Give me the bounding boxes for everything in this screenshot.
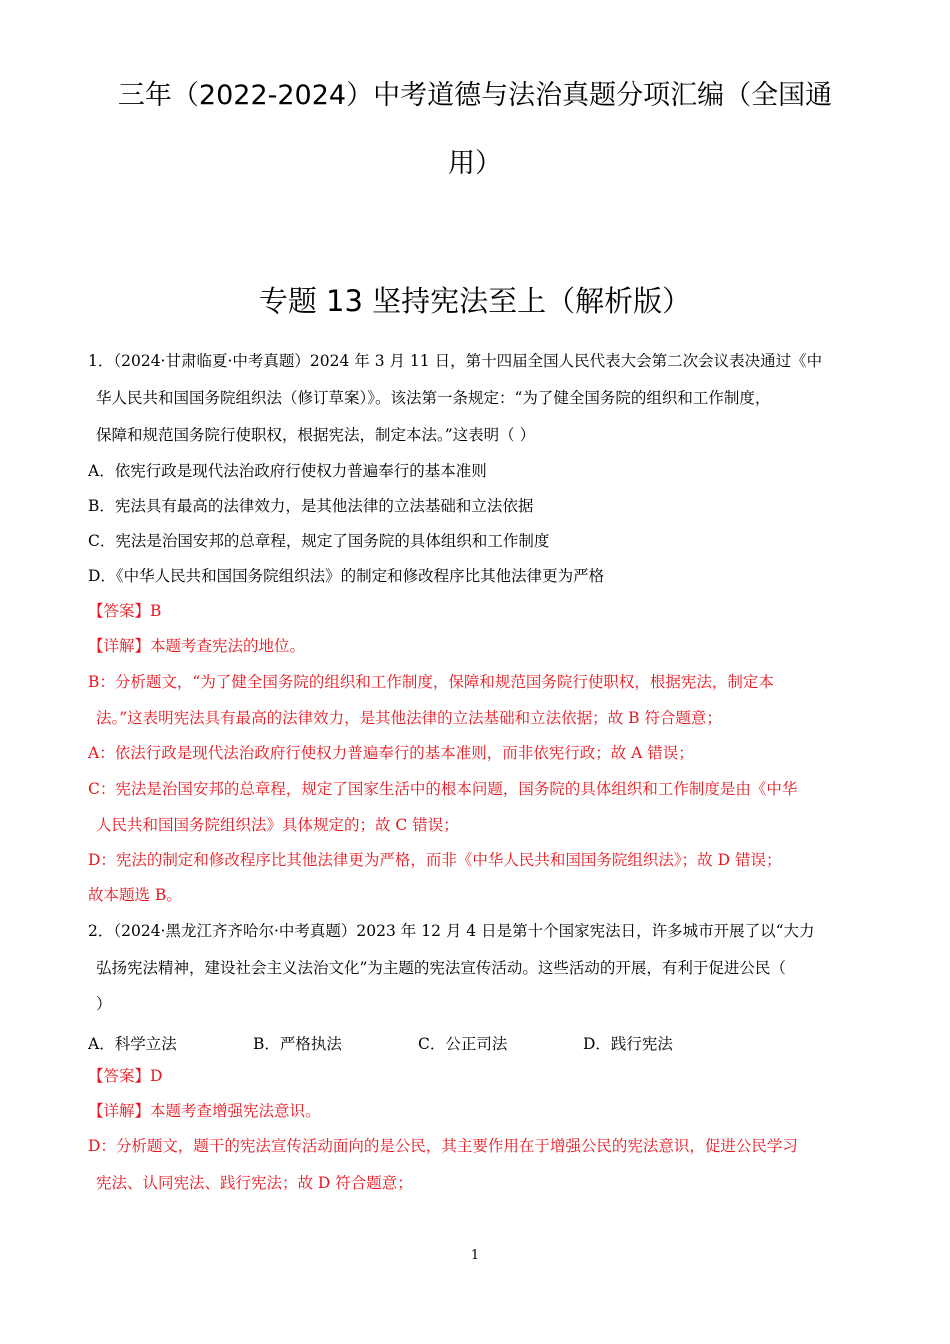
question-2-option-c: C．公正司法 bbox=[418, 1035, 508, 1053]
question-1-option-b: B．宪法具有最高的法律效力，是其他法律的立法基础和立法依据 bbox=[88, 497, 534, 515]
topic-title: 专题 13 坚持宪法至上（解析版） bbox=[258, 284, 692, 318]
question-1-option-d: D．《中华人民共和国国务院组织法》的制定和修改程序比其他法律更为严格 bbox=[88, 567, 605, 585]
question-2-option-a: A．科学立法 bbox=[88, 1035, 177, 1053]
question-2-stem-line-2: 弘扬宪法精神，建设社会主义法治文化”为主题的宪法宣传活动。这些活动的开展，有利于促进公民（ bbox=[96, 959, 786, 977]
question-2-explanation-d-line-1: D：分析题文，题干的宪法宣传活动面向的是公民，其主要作用在于增强公民的宪法意识，促进公民学习 bbox=[88, 1137, 798, 1155]
question-2-stem-line-3: ） bbox=[96, 995, 112, 1013]
question-2-explanation-d-line-2: 宪法、认同宪法、践行宪法；故 D 符合题意； bbox=[96, 1174, 413, 1192]
question-2-option-d: D．践行宪法 bbox=[583, 1035, 673, 1053]
question-1-option-a: A．依宪行政是现代法治政府行使权力普遍奉行的基本准则 bbox=[88, 462, 487, 480]
question-1-explanation-a: A：依法行政是现代法治政府行使权力普遍奉行的基本准则，而非依宪行政；故 A 错误； bbox=[88, 744, 694, 762]
question-1-explanation-c-line-1: C：宪法是治国安邦的总章程，规定了国家生活中的根本问题，国务院的具体组织和工作制度是由《中华 bbox=[88, 780, 798, 798]
question-2-detail: 【详解】本题考查增强宪法意识。 bbox=[88, 1102, 321, 1120]
document-title-line-1: 三年（2022-2024）中考道德与法治真题分项汇编（全国通 bbox=[117, 80, 833, 111]
page-number: 1 bbox=[470, 1248, 480, 1263]
question-1-stem-line-3: 保障和规范国务院行使职权，根据宪法，制定本法。”这表明（ ） bbox=[96, 426, 536, 444]
question-1-stem-line-2: 华人民共和国国务院组织法（修订草案）》。该法第一条规定：“为了健全国务院的组织和工作制度， bbox=[96, 389, 771, 407]
document-title-line-2: 用） bbox=[448, 148, 502, 179]
question-1-explanation-b-line-2: 法。”这表明宪法具有最高的法律效力，是其他法律的立法基础和立法依据；故 B 符合题意； bbox=[96, 709, 722, 727]
question-1-option-c: C．宪法是治国安邦的总章程，规定了国务院的具体组织和工作制度 bbox=[88, 532, 550, 550]
question-1-explanation-d: D：宪法的制定和修改程序比其他法律更为严格，而非《中华人民共和国国务院组织法》；故 D 错误； bbox=[88, 851, 782, 869]
question-1-detail: 【详解】本题考查宪法的地位。 bbox=[88, 637, 306, 655]
question-2-option-b: B．严格执法 bbox=[253, 1035, 342, 1053]
question-1-explanation-c-line-2: 人民共和国国务院组织法》具体规定的；故 C 错误； bbox=[96, 816, 459, 834]
question-1-explanation-b-line-1: B：分析题文，“为了健全国务院的组织和工作制度，保障和规范国务院行使职权，根据宪法，制定本 bbox=[88, 673, 774, 691]
question-1-conclusion: 故本题选 B。 bbox=[88, 886, 182, 904]
question-1-answer: 【答案】B bbox=[88, 602, 162, 620]
question-2-answer: 【答案】D bbox=[88, 1067, 163, 1085]
question-1-stem-line-1: 1．（2024·甘肃临夏·中考真题）2024 年 3 月 11 日，第十四届全国人民代表大会第二次会议表决通过《中 bbox=[88, 352, 823, 370]
question-2-stem-line-1: 2．（2024·黑龙江齐齐哈尔·中考真题）2023 年 12 月 4 日是第十个国家宪法日，许多城市开展了以“大力 bbox=[88, 922, 815, 940]
